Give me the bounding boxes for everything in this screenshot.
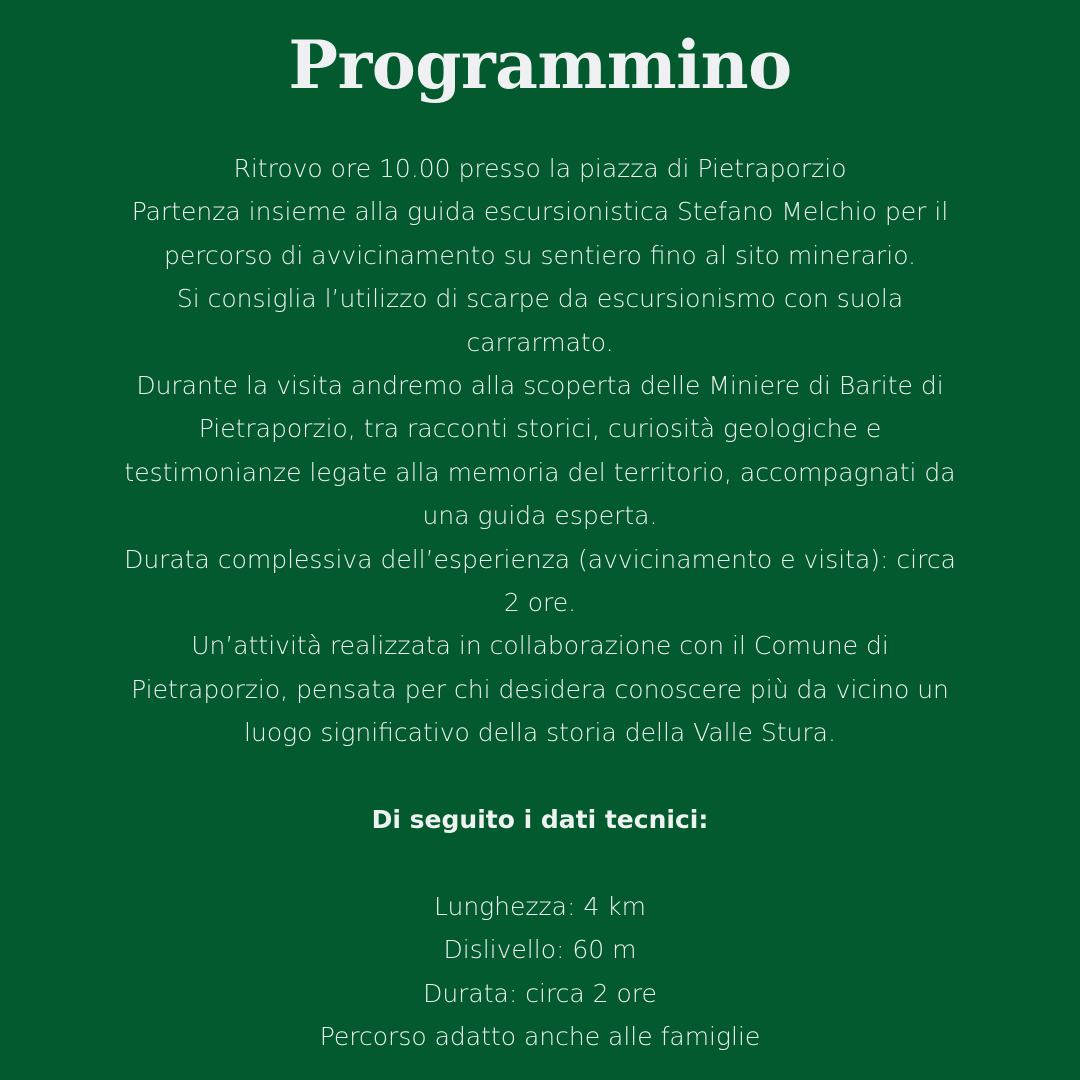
blank-line: [70, 841, 1010, 884]
intro-line: Durata complessiva dell’esperienza (avvicinamento e visita): circa: [124, 544, 956, 574]
intro-line: Partenza insieme alla guida escursionistica Stefano Melchio per il: [131, 197, 949, 227]
intro-line: Ritrovo ore 10.00 presso la piazza di Pietraporzio: [233, 154, 847, 183]
intro-line: Un’attività realizzata in collaborazione con il Comune di: [191, 631, 889, 661]
page-title: Programmino: [288, 26, 792, 104]
tech-line: Lunghezza: 4 km: [433, 891, 647, 921]
blank-line: [70, 755, 1010, 798]
intro-line: Si consiglia l’utilizzo di scarpe da escursionismo con suola: [176, 284, 904, 314]
intro-line: luogo significativo della storia della Valle Stura.: [244, 718, 836, 748]
intro-line: Durante la visita andremo alla scoperta delle Miniere di Barite di: [136, 371, 944, 401]
intro-line: 2 ore.: [503, 588, 577, 618]
tech-line: Percorso adatto anche alle famiglie: [319, 1022, 761, 1052]
intro-line: carrarmato.: [466, 327, 614, 357]
intro-line: una guida esperta.: [422, 501, 658, 531]
intro-line: Pietraporzio, tra racconti storici, curiosità geologiche e: [198, 414, 882, 444]
tech-line: Durata: circa 2 ore: [423, 978, 657, 1008]
intro-line: percorso di avvicinamento su sentiero fino al sito minerario.: [163, 240, 917, 270]
program-text: [70, 147, 1010, 1059]
tech-line: Dislivello: 60 m: [443, 935, 637, 965]
intro-line: Pietraporzio, pensata per chi desidera conoscere più da vicino un: [131, 674, 949, 704]
intro-line: testimonianze legate alla memoria del territorio, accompagnati da: [124, 457, 956, 487]
tech-heading: Di seguito i dati tecnici:: [371, 805, 709, 835]
